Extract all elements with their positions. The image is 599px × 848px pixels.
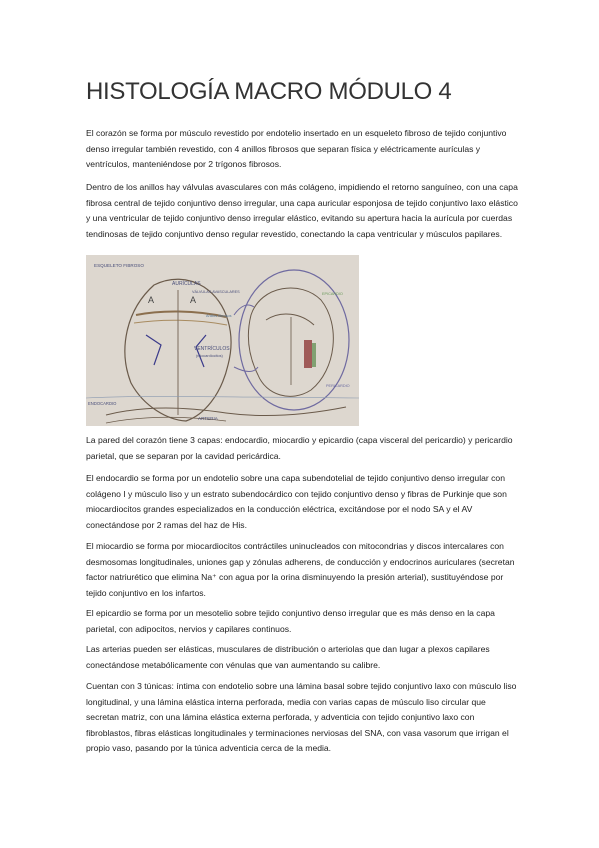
label-valves: VÁLVULAS AVASCULARES [192, 290, 240, 294]
label-pericardium: PERICARDIO [326, 384, 350, 388]
paragraph-2: Dentro de los anillos hay válvulas avasculares con más colágeno, impidiendo el retorno sanguíneo, con una capa fibrosa central de tejido conjuntivo denso irregular, una capa auricular esponjosa de tejido conjuntivo laxo elástico y una ventricular de tejido conjuntivo denso irregular elástico, evitando su apertura hacia la aurícula por cuerdas tendinosas de tejido conjuntivo denso regular revestido, conectando la capa ventricular y músculos papilares. [86, 182, 518, 239]
label-ventricles-note: (miocardiocitos) [196, 354, 223, 358]
label-skeleton: ESQUELETO FIBROSO [94, 263, 144, 268]
paragraph-7: Las arterias pueden ser elásticas, musculares de distribución o arteriolas que dan lugar a plexos capilares conectándose metabólicamente con vénulas que van aumentando su calibre. [86, 644, 490, 670]
label-a-left: A [148, 295, 155, 305]
label-fibrous-rings: Anillos fibrosos [206, 314, 232, 318]
paragraph-8: Cuentan con 3 túnicas: íntima con endotelio sobre una lámina basal sobre tejido conjuntivo laxo con músculo liso longitudinal, y una lámina elástica interna perforada, media con varias capas de músculo liso circular que secretan matriz, con una lámina elástica externa perforada, y adventicia con tejido conjuntivo laxo con fibroblastos, fibras elásticas longitudinales y terminaciones nerviosas del SNA, con vasa vasorum que irrigan el propio vaso, pasando por la túnica adventicia cerca de la media. [86, 681, 517, 754]
heart-sketch-drawing [86, 255, 359, 426]
label-endocardium: ENDOCARDIO [88, 401, 117, 406]
paragraph-1: El corazón se forma por músculo revestido por endotelio insertado en un esqueleto fibroso de tejido conjuntivo denso irregular también revestido, con 4 anillos fibrosos que separan física y eléctricamente aurículas y ventrículos, manteniéndose por 2 trígonos fibrosos. [86, 128, 507, 170]
label-a-right: A [190, 295, 197, 305]
label-artery: ARTERIA [198, 416, 218, 421]
paragraph-6: El epicardio se forma por un mesotelio sobre tejido conjuntivo denso irregular que es más denso en la capa parietal, con adipocitos, nervios y capilares continuos. [86, 608, 495, 634]
label-atria: AURÍCULAS [172, 281, 201, 287]
label-ventricles: VENTRÍCULOS [194, 346, 230, 352]
heart-sketch-figure [86, 255, 359, 426]
paragraph-5: El miocardio se forma por miocardiocitos contráctiles uninucleados con mitocondrias y discos intercalares con desmosomas longitudinales, uniones gap y zónulas adherens, de conducción y endocrinos auriculares (secretan factor natriurético que elimina Na⁺ con agua por la orina disminuyendo la presión arterial), sustituyéndose por tejido conjuntivo en los infartos. [86, 541, 515, 598]
paragraph-4: El endocardio se forma por un endotelio sobre una capa subendotelial de tejido conjuntivo denso irregular con colágeno I y músculo liso y un estrato subendocárdico con tejido conjuntivo denso y fibras de Purkinje que son miocardiocitos grandes especializados en la conducción eléctrica, excitándose por el nodo SA y el AV conectándose por 2 ramas del haz de His. [86, 473, 507, 530]
label-epicardium: EPICARDIO [322, 292, 343, 296]
page-title: HISTOLOGÍA MACRO MÓDULO 4 [86, 78, 452, 105]
paragraph-3: La pared del corazón tiene 3 capas: endocardio, miocardio y epicardio (capa visceral del pericardio) y pericardio parietal, que se separan por la cavidad pericárdica. [86, 435, 513, 461]
